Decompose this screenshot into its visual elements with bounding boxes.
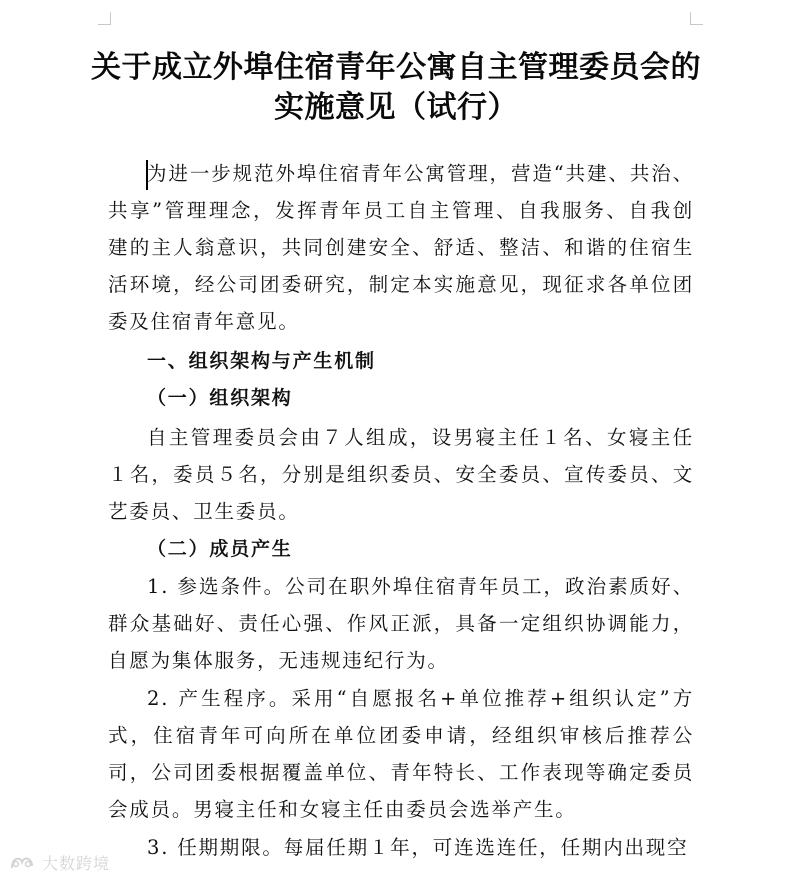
- subsection-heading-1[interactable]: （一）组织架构: [147, 387, 293, 409]
- document-title-line-1: 关于成立外埠住宿青年公寓自主管理委员会的: [91, 50, 701, 85]
- section-heading-1[interactable]: 一、组织架构与产生机制: [147, 350, 376, 372]
- procedure-paragraph[interactable]: 2. 产生程序。采用“自愿报名+单位推荐+组织认定”方式，住宿青年可向所在单位团委申请，经组织审核后推荐公司，公司团委根据覆盖单位、青年特长、工作表现等确定委员会成员。男寝主任和女寝主任由委员会选举产生。: [108, 687, 694, 821]
- page-corner-mark-right: [690, 12, 703, 25]
- watermark-text: 大数跨境: [42, 853, 111, 873]
- document-title-line-2: 实施意见（试行）: [274, 90, 518, 125]
- subsection-heading-2[interactable]: （二）成员产生: [147, 538, 293, 560]
- page-corner-mark-left: [98, 12, 111, 25]
- watermark: [8, 850, 110, 874]
- intro-paragraph[interactable]: 为进一步规范外埠住宿青年公寓管理，营造“共建、共治、共享”管理理念，发挥青年员工自主管理、自我服务、自我创建的主人翁意识，共同创建安全、舒适、整洁、和谐的住宿生活环境，经公司团委研究，制定本实施意见，现征求各单位团委及住宿青年意见。: [108, 162, 694, 333]
- watermark-logo-icon: [8, 852, 38, 872]
- organization-paragraph[interactable]: 自主管理委员会由７人组成，设男寝主任１名、女寝主任１名，委员５名，分别是组织委员、安全委员、宣传委员、文艺委员、卫生委员。: [108, 426, 694, 523]
- eligibility-paragraph[interactable]: 1. 参选条件。公司在职外埠住宿青年员工，政治素质好、群众基础好、责任心强、作风正派，具备一定组织协调能力，自愿为集体服务，无违规违纪行为。: [108, 575, 694, 672]
- term-paragraph[interactable]: 3. 任期期限。每届任期１年，可连选连任，任期内出现空: [147, 836, 689, 859]
